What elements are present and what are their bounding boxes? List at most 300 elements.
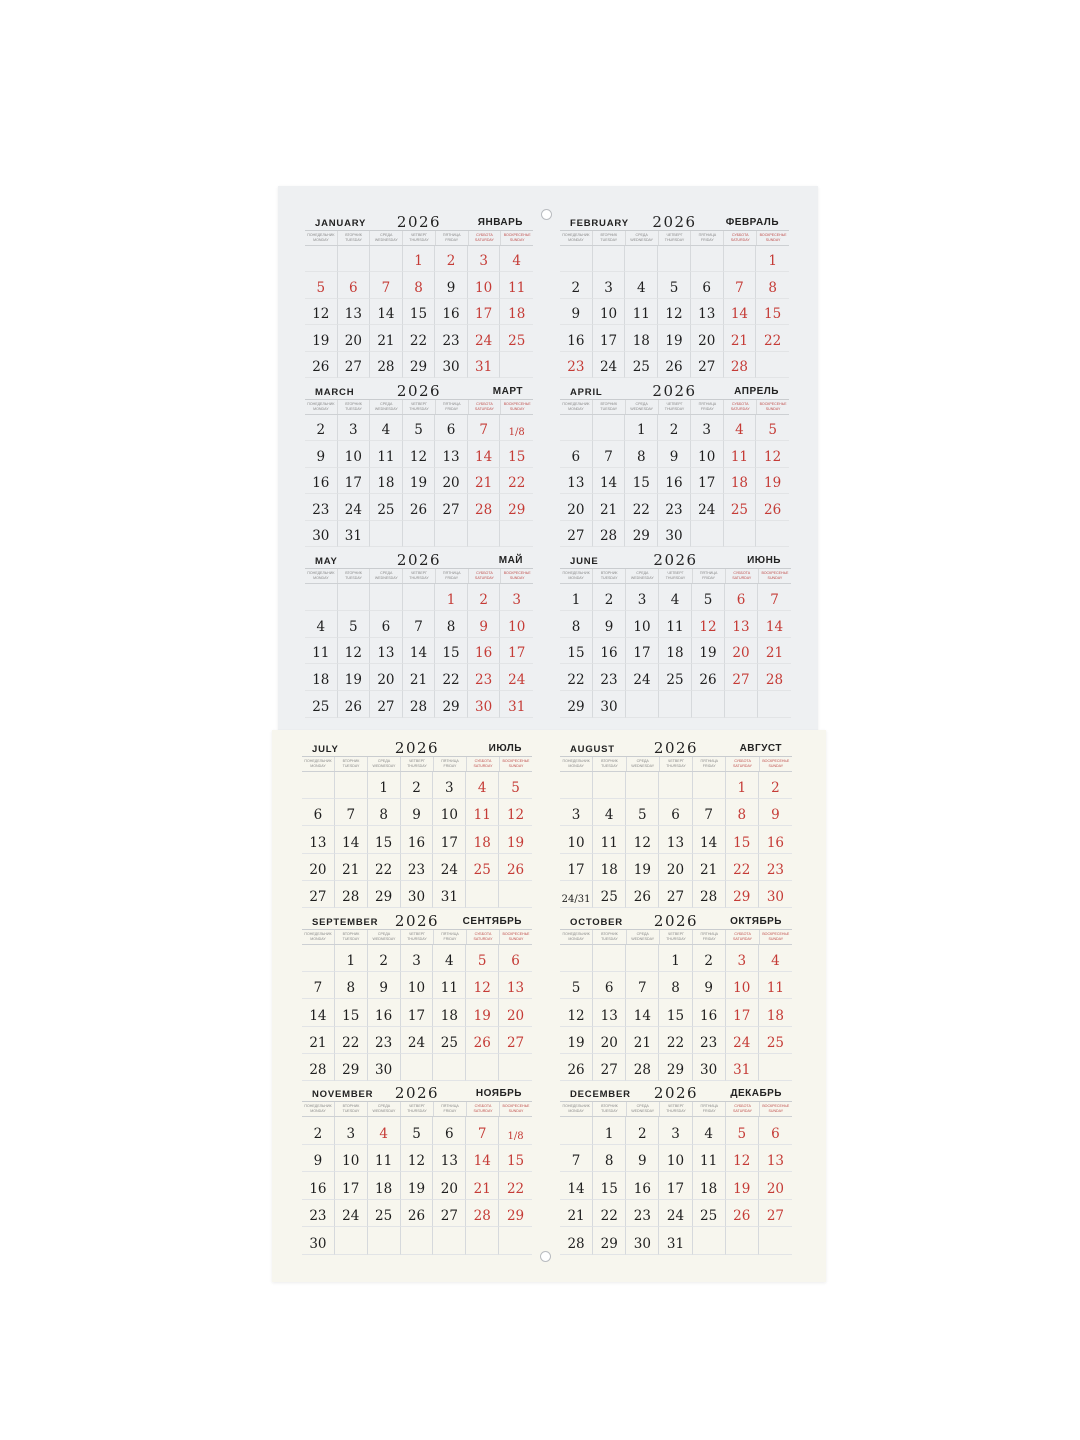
weekday-header-row (560, 231, 789, 246)
day-cell (368, 1227, 401, 1255)
day-cell: 20 (499, 999, 532, 1026)
day-cell: 12 (403, 441, 436, 467)
day-cell: 28 (468, 494, 501, 520)
day-cell: 3 (593, 272, 626, 298)
weekday-header-row (560, 757, 792, 772)
day-cell: 8 (625, 441, 658, 467)
day-cell: 9 (626, 1145, 659, 1173)
weekday-label: ВТОРНИК TUESDAY (338, 231, 371, 245)
day-cell: 10 (560, 826, 593, 853)
day-cell: 19 (726, 1172, 759, 1200)
day-grid (302, 772, 532, 908)
day-cell: 25 (305, 691, 338, 718)
day-cell: 12 (466, 972, 499, 999)
day-cell (499, 881, 532, 908)
day-cell: 9 (759, 799, 792, 826)
day-cell: 16 (401, 826, 434, 853)
weekday-label: ЧЕТВЕРГ THURSDAY (659, 400, 692, 414)
day-grid (305, 246, 533, 378)
day-cell: 20 (338, 325, 371, 351)
day-cell: 10 (433, 799, 466, 826)
day-cell: 20 (691, 325, 724, 351)
weekday-label: ЧЕТВЕРГ THURSDAY (403, 400, 436, 414)
day-cell (626, 945, 659, 972)
weekday-label: ВОСКРЕСЕНЬЕ SUNDAY (502, 932, 530, 941)
day-cell: 21 (302, 1027, 335, 1054)
day-cell: 22 (403, 325, 436, 351)
day-cell: 30 (693, 1054, 726, 1081)
weekday-label: ПОНЕДЕЛЬНИК MONDAY (302, 1102, 335, 1116)
day-cell: 10 (338, 441, 371, 467)
day-cell: 7 (403, 611, 436, 638)
month-february (560, 212, 789, 378)
day-cell: 11 (659, 611, 692, 638)
day-cell: 24 (468, 325, 501, 351)
day-cell: 3 (659, 1117, 692, 1145)
day-cell: 11 (370, 441, 403, 467)
day-cell: 4 (759, 945, 792, 972)
weekday-label: СРЕДА WEDNESDAY (368, 757, 401, 771)
weekday-label: СУББОТА SATURDAY (726, 1102, 759, 1116)
day-cell: 1 (368, 772, 401, 799)
weekday-label: ПЯТНИЦА FRIDAY (693, 1102, 726, 1116)
day-cell: 14 (626, 999, 659, 1026)
day-cell (759, 1054, 792, 1081)
day-cell: 24 (626, 664, 659, 691)
day-cell: 15 (756, 299, 789, 325)
day-cell: 21 (466, 1172, 499, 1200)
day-cell: 24 (433, 854, 466, 881)
weekday-label: СРЕДА WEDNESDAY (370, 400, 403, 414)
day-cell: 28 (593, 521, 626, 547)
day-cell: 22 (625, 494, 658, 520)
month-year: 2026 (396, 213, 442, 231)
day-cell: 12 (499, 799, 532, 826)
day-cell: 26 (626, 881, 659, 908)
day-cell: 4 (368, 1117, 401, 1145)
day-cell: 9 (435, 272, 468, 298)
day-cell: 22 (593, 1200, 626, 1228)
day-cell: 30 (435, 352, 468, 378)
day-cell: 10 (593, 299, 626, 325)
day-cell: 28 (724, 352, 757, 378)
day-cell: 27 (759, 1200, 792, 1228)
day-cell: 3 (691, 415, 724, 441)
day-cell: 13 (302, 826, 335, 853)
weekday-label: ПОНЕДЕЛЬНИК MONDAY (302, 757, 335, 771)
day-cell: 4 (466, 772, 499, 799)
day-cell: 29 (593, 1227, 626, 1255)
day-cell: 25 (693, 1200, 726, 1228)
day-cell: 30 (593, 691, 626, 718)
weekday-label: ВОСКРЕСЕНЬЕ SUNDAY (759, 233, 787, 242)
day-cell: 15 (560, 638, 593, 665)
month-august (560, 738, 792, 908)
day-cell: 3 (560, 799, 593, 826)
month-header (302, 911, 532, 930)
weekday-label: ПОНЕДЕЛЬНИК MONDAY (305, 400, 338, 414)
day-cell (691, 246, 724, 272)
day-cell: 5 (756, 415, 789, 441)
day-cell: 6 (593, 972, 626, 999)
weekday-label: СРЕДА WEDNESDAY (626, 400, 659, 414)
day-grid (560, 415, 789, 547)
month-header (560, 381, 789, 400)
day-cell: 2 (302, 1117, 335, 1145)
weekday-label: ПОНЕДЕЛЬНИК MONDAY (305, 231, 338, 245)
day-cell: 4 (305, 611, 338, 638)
month-june (560, 550, 791, 718)
day-cell (401, 1054, 434, 1081)
day-cell (759, 1227, 792, 1255)
day-cell: 1 (659, 945, 692, 972)
day-cell (466, 1227, 499, 1255)
day-cell: 11 (466, 799, 499, 826)
weekday-label: СУББОТА SATURDAY (724, 400, 757, 414)
day-cell: 5 (692, 584, 725, 611)
day-cell: 18 (500, 299, 533, 325)
day-cell: 20 (435, 468, 468, 494)
day-cell (756, 352, 789, 378)
month-header (560, 911, 792, 930)
day-cell: 16 (468, 638, 501, 665)
day-cell: 7 (466, 1117, 499, 1145)
day-cell: 17 (433, 826, 466, 853)
day-cell: 15 (403, 299, 436, 325)
day-cell: 7 (593, 441, 626, 467)
day-cell: 23 (401, 854, 434, 881)
day-cell (305, 246, 338, 272)
day-cell (338, 584, 371, 611)
month-name-ru: ИЮЛЬ (488, 743, 522, 754)
month-name-en: JANUARY (315, 218, 367, 229)
day-cell (302, 945, 335, 972)
weekday-label: СУББОТА SATURDAY (469, 569, 502, 583)
day-cell: 14 (724, 299, 757, 325)
day-cell: 14 (335, 826, 368, 853)
day-cell: 12 (692, 611, 725, 638)
day-cell: 27 (433, 1200, 466, 1228)
month-header (305, 550, 533, 569)
day-cell: 17 (691, 468, 724, 494)
day-cell: 12 (305, 299, 338, 325)
day-grid (560, 945, 792, 1081)
day-cell (305, 584, 338, 611)
day-cell: 25 (724, 494, 757, 520)
day-cell: 6 (435, 415, 468, 441)
day-cell: 14 (466, 1145, 499, 1173)
month-header (302, 1083, 532, 1102)
day-cell: 23 (302, 1200, 335, 1228)
month-name-en: JULY (312, 744, 339, 755)
day-cell: 21 (626, 1027, 659, 1054)
day-cell: 11 (724, 441, 757, 467)
day-cell: 3 (468, 246, 501, 272)
month-year: 2026 (394, 1084, 440, 1102)
binding-hole-top (541, 209, 552, 220)
day-cell: 13 (593, 999, 626, 1026)
day-cell: 19 (466, 999, 499, 1026)
month-name-en: JUNE (570, 556, 599, 567)
day-cell: 25 (593, 881, 626, 908)
weekday-label: СУББОТА SATURDAY (469, 400, 502, 414)
month-name-en: DECEMBER (570, 1089, 631, 1100)
day-cell: 23 (593, 664, 626, 691)
day-cell: 9 (693, 972, 726, 999)
month-header (560, 738, 792, 757)
day-cell: 24 (401, 1027, 434, 1054)
weekday-label: СРЕДА WEDNESDAY (626, 569, 659, 583)
day-cell: 30 (626, 1227, 659, 1255)
day-cell (499, 1227, 532, 1255)
day-cell: 19 (626, 854, 659, 881)
day-grid (305, 415, 533, 547)
weekday-label: ЧЕТВЕРГ THURSDAY (401, 757, 434, 771)
day-cell: 10 (726, 972, 759, 999)
day-cell: 3 (500, 584, 533, 611)
day-cell (726, 1227, 759, 1255)
weekday-label: ВТОРНИК TUESDAY (335, 930, 368, 944)
day-cell (658, 246, 691, 272)
day-cell: 13 (338, 299, 371, 325)
weekday-label: ВОСКРЕСЕНЬЕ SUNDAY (502, 759, 530, 768)
day-cell: 4 (433, 945, 466, 972)
day-cell: 9 (468, 611, 501, 638)
weekday-label: СУББОТА SATURDAY (726, 569, 759, 583)
day-cell: 2 (435, 246, 468, 272)
day-cell: 1 (726, 772, 759, 799)
weekday-label: ВОСКРЕСЕНЬЕ SUNDAY (502, 1104, 530, 1113)
day-cell: 16 (302, 1172, 335, 1200)
day-cell: 8 (593, 1145, 626, 1173)
weekday-label: ЧЕТВЕРГ THURSDAY (401, 930, 434, 944)
day-cell: 20 (725, 638, 758, 665)
day-cell: 18 (625, 325, 658, 351)
day-cell: 21 (693, 854, 726, 881)
weekday-label: ПЯТНИЦА FRIDAY (691, 400, 724, 414)
day-cell: 7 (468, 415, 501, 441)
day-cell: 12 (726, 1145, 759, 1173)
weekday-label: ПЯТНИЦА FRIDAY (436, 231, 469, 245)
day-cell: 5 (338, 611, 371, 638)
day-cell: 23 (468, 664, 501, 691)
day-cell: 24 (659, 1200, 692, 1228)
day-cell: 17 (500, 638, 533, 665)
day-cell: 3 (335, 1117, 368, 1145)
month-year: 2026 (653, 739, 699, 757)
weekday-header-row (305, 400, 533, 415)
weekday-label: ПЯТНИЦА FRIDAY (691, 231, 724, 245)
day-cell: 30 (305, 521, 338, 547)
day-cell: 8 (726, 799, 759, 826)
weekday-header-row (560, 569, 791, 584)
day-cell: 6 (560, 441, 593, 467)
day-cell: 20 (593, 1027, 626, 1054)
day-cell: 8 (403, 272, 436, 298)
day-cell (466, 881, 499, 908)
day-cell (335, 772, 368, 799)
day-cell: 23 (368, 1027, 401, 1054)
day-cell: 16 (593, 638, 626, 665)
day-cell: 16 (368, 999, 401, 1026)
day-cell (659, 772, 692, 799)
day-cell: 1 (560, 584, 593, 611)
day-cell (500, 352, 533, 378)
day-cell: 21 (403, 664, 436, 691)
day-cell: 28 (370, 352, 403, 378)
day-cell: 17 (593, 325, 626, 351)
day-cell: 14 (403, 638, 436, 665)
day-cell: 14 (758, 611, 791, 638)
day-cell: 14 (693, 826, 726, 853)
day-cell (466, 1054, 499, 1081)
month-year: 2026 (652, 382, 697, 400)
month-may (305, 550, 533, 718)
day-cell: 11 (759, 972, 792, 999)
day-cell: 23 (658, 494, 691, 520)
weekday-label: ЧЕТВЕРГ THURSDAY (659, 231, 692, 245)
day-cell: 26 (403, 494, 436, 520)
day-cell: 4 (693, 1117, 726, 1145)
day-cell: 12 (338, 638, 371, 665)
day-cell: 29 (403, 352, 436, 378)
month-november (302, 1083, 532, 1255)
weekday-label: СУББОТА SATURDAY (469, 231, 502, 245)
day-cell: 5 (626, 799, 659, 826)
day-cell: 19 (756, 468, 789, 494)
weekday-label: ПОНЕДЕЛЬНИК MONDAY (560, 1102, 593, 1116)
day-cell: 27 (338, 352, 371, 378)
month-name-en: MARCH (315, 387, 355, 398)
day-cell: 9 (401, 799, 434, 826)
weekday-label: ВТОРНИК TUESDAY (593, 1102, 626, 1116)
day-cell: 20 (659, 854, 692, 881)
day-cell: 27 (435, 494, 468, 520)
day-cell: 30 (759, 881, 792, 908)
weekday-label: ЧЕТВЕРГ THURSDAY (401, 1102, 434, 1116)
day-cell: 5 (726, 1117, 759, 1145)
month-year: 2026 (396, 382, 442, 400)
day-cell: 2 (368, 945, 401, 972)
day-cell: 2 (305, 415, 338, 441)
month-april (560, 381, 789, 547)
day-cell (725, 691, 758, 718)
day-cell: 8 (560, 611, 593, 638)
day-cell: 2 (560, 272, 593, 298)
weekday-header-row (302, 930, 532, 945)
day-cell: 14 (593, 468, 626, 494)
day-cell: 11 (500, 272, 533, 298)
day-cell: 14 (560, 1172, 593, 1200)
day-cell (560, 772, 593, 799)
day-cell: 9 (305, 441, 338, 467)
day-cell: 6 (659, 799, 692, 826)
day-cell: 8 (756, 272, 789, 298)
day-cell: 26 (338, 691, 371, 718)
day-cell: 8 (435, 611, 468, 638)
day-cell: 5 (401, 1117, 434, 1145)
weekday-label: ВТОРНИК TUESDAY (335, 757, 368, 771)
day-cell: 29 (560, 691, 593, 718)
day-cell: 26 (692, 664, 725, 691)
month-october (560, 911, 792, 1081)
day-cell: 25 (625, 352, 658, 378)
day-grid (560, 584, 791, 718)
day-cell: 22 (335, 1027, 368, 1054)
day-cell: 4 (659, 584, 692, 611)
day-cell: 18 (433, 999, 466, 1026)
month-year: 2026 (653, 1084, 699, 1102)
day-cell (724, 521, 757, 547)
day-cell: 5 (560, 972, 593, 999)
day-cell: 18 (370, 468, 403, 494)
day-cell: 9 (368, 972, 401, 999)
day-cell: 3 (626, 584, 659, 611)
day-grid (302, 1117, 532, 1255)
weekday-label: СРЕДА WEDNESDAY (368, 1102, 401, 1116)
day-cell (593, 246, 626, 272)
weekday-header-row (560, 930, 792, 945)
day-cell: 23 (626, 1200, 659, 1228)
day-cell: 17 (401, 999, 434, 1026)
day-cell: 13 (691, 299, 724, 325)
day-cell: 19 (401, 1172, 434, 1200)
day-cell: 28 (403, 691, 436, 718)
day-cell: 30 (401, 881, 434, 908)
day-cell: 5 (658, 272, 691, 298)
day-cell: 21 (593, 494, 626, 520)
day-cell: 15 (368, 826, 401, 853)
day-cell: 25 (759, 1027, 792, 1054)
day-cell: 14 (302, 999, 335, 1026)
month-header (302, 738, 532, 757)
day-cell (500, 521, 533, 547)
day-cell: 17 (726, 999, 759, 1026)
day-cell: 28 (302, 1054, 335, 1081)
day-cell: 19 (499, 826, 532, 853)
day-cell: 21 (560, 1200, 593, 1228)
day-cell: 30 (468, 691, 501, 718)
day-cell: 28 (466, 1200, 499, 1228)
day-cell: 12 (401, 1145, 434, 1173)
day-cell: 13 (759, 1145, 792, 1173)
day-cell: 11 (368, 1145, 401, 1173)
day-cell: 24 (335, 1200, 368, 1228)
day-cell: 26 (726, 1200, 759, 1228)
weekday-label: ПОНЕДЕЛЬНИК MONDAY (305, 569, 338, 583)
day-cell (758, 691, 791, 718)
day-cell: 7 (560, 1145, 593, 1173)
day-cell: 7 (335, 799, 368, 826)
day-cell: 18 (759, 999, 792, 1026)
day-cell: 15 (625, 468, 658, 494)
day-cell: 18 (593, 854, 626, 881)
day-cell (401, 1227, 434, 1255)
month-name-ru: НОЯБРЬ (475, 1088, 522, 1099)
month-name-ru: МАЙ (498, 555, 523, 566)
day-cell (433, 1227, 466, 1255)
day-cell: 13 (499, 972, 532, 999)
day-cell: 13 (433, 1145, 466, 1173)
day-cell: 27 (691, 352, 724, 378)
day-cell: 7 (758, 584, 791, 611)
weekday-label: ЧЕТВЕРГ THURSDAY (403, 569, 436, 583)
day-cell: 22 (435, 664, 468, 691)
day-cell: 13 (725, 611, 758, 638)
day-cell: 1 (435, 584, 468, 611)
day-cell: 9 (593, 611, 626, 638)
day-cell (625, 246, 658, 272)
